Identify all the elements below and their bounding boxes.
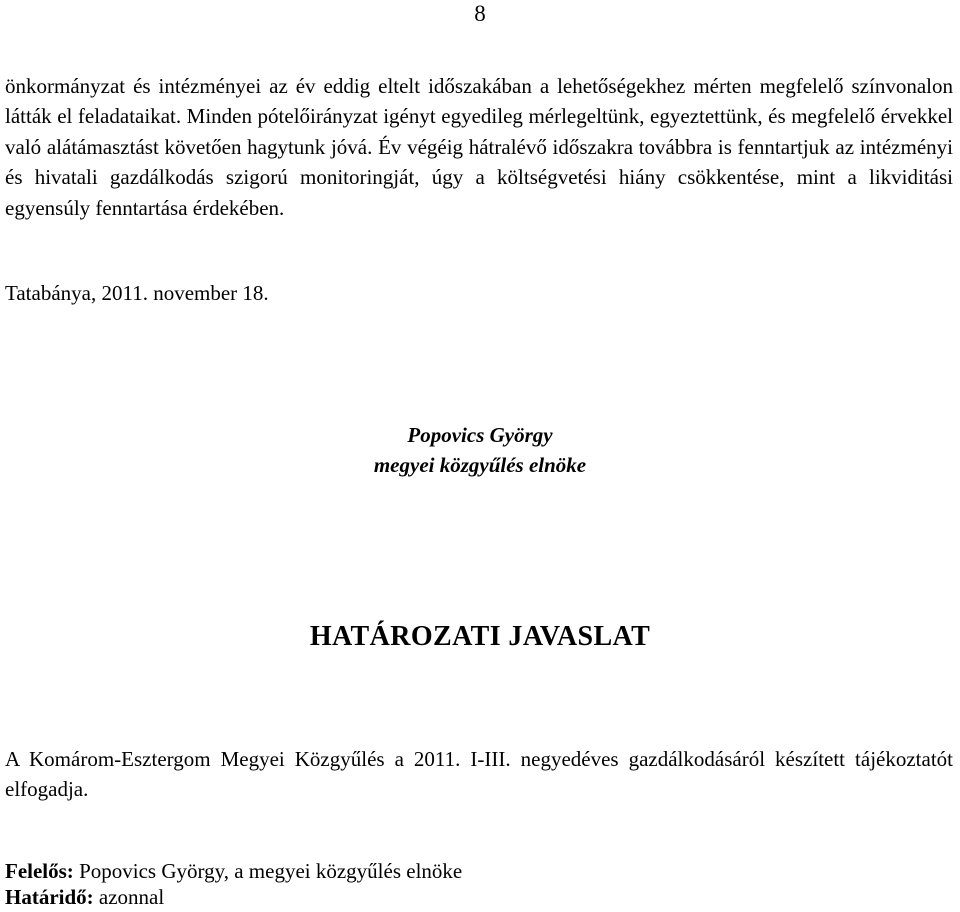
deadline-line bbox=[5, 884, 953, 910]
page-number: 8 bbox=[474, 1, 486, 26]
deadline-value: azonnal bbox=[93, 885, 165, 909]
resolution-text: A Komárom-Esztergom Megyei Közgyűlés a 2011. I-III. negyedéves gazdálkodásáról készített tájékoztatót elfogadja. bbox=[5, 747, 953, 802]
body-paragraph: önkormányzat és intézményei az év eddig eltelt időszakában a lehetőségekhez mérten megfelelő színvonalon látták el feladataikat. Minden pótelőirányzat igényt egyedileg mérlegeltünk, egyeztettünk, és megfelelő érvekkel való alátámasztást követően hagytunk jóvá. Év végéig hátralévő időszakra továbbra is fenntartjuk az intézményi és hivatali gazdálkodás szigorú monitoringját, úgy a költségvetési hiány csökkentése, mint a likviditási egyensúly fenntartása érdekében. bbox=[5, 74, 953, 220]
resolution-heading: HATÁROZATI JAVASLAT bbox=[309, 621, 651, 652]
signatory-name: Popovics György bbox=[407, 423, 553, 447]
responsible-line bbox=[5, 858, 953, 884]
responsibility-block bbox=[5, 858, 953, 910]
signature-block bbox=[0, 420, 960, 480]
signatory-title: megyei közgyűlés elnöke bbox=[373, 453, 587, 477]
deadline-label: Határidő: bbox=[5, 885, 94, 909]
place-date: Tatabánya, 2011. november 18. bbox=[5, 281, 269, 305]
responsible-label: Felelős: bbox=[5, 859, 74, 883]
responsible-value: Popovics György, a megyei közgyűlés elnöke bbox=[73, 859, 463, 883]
